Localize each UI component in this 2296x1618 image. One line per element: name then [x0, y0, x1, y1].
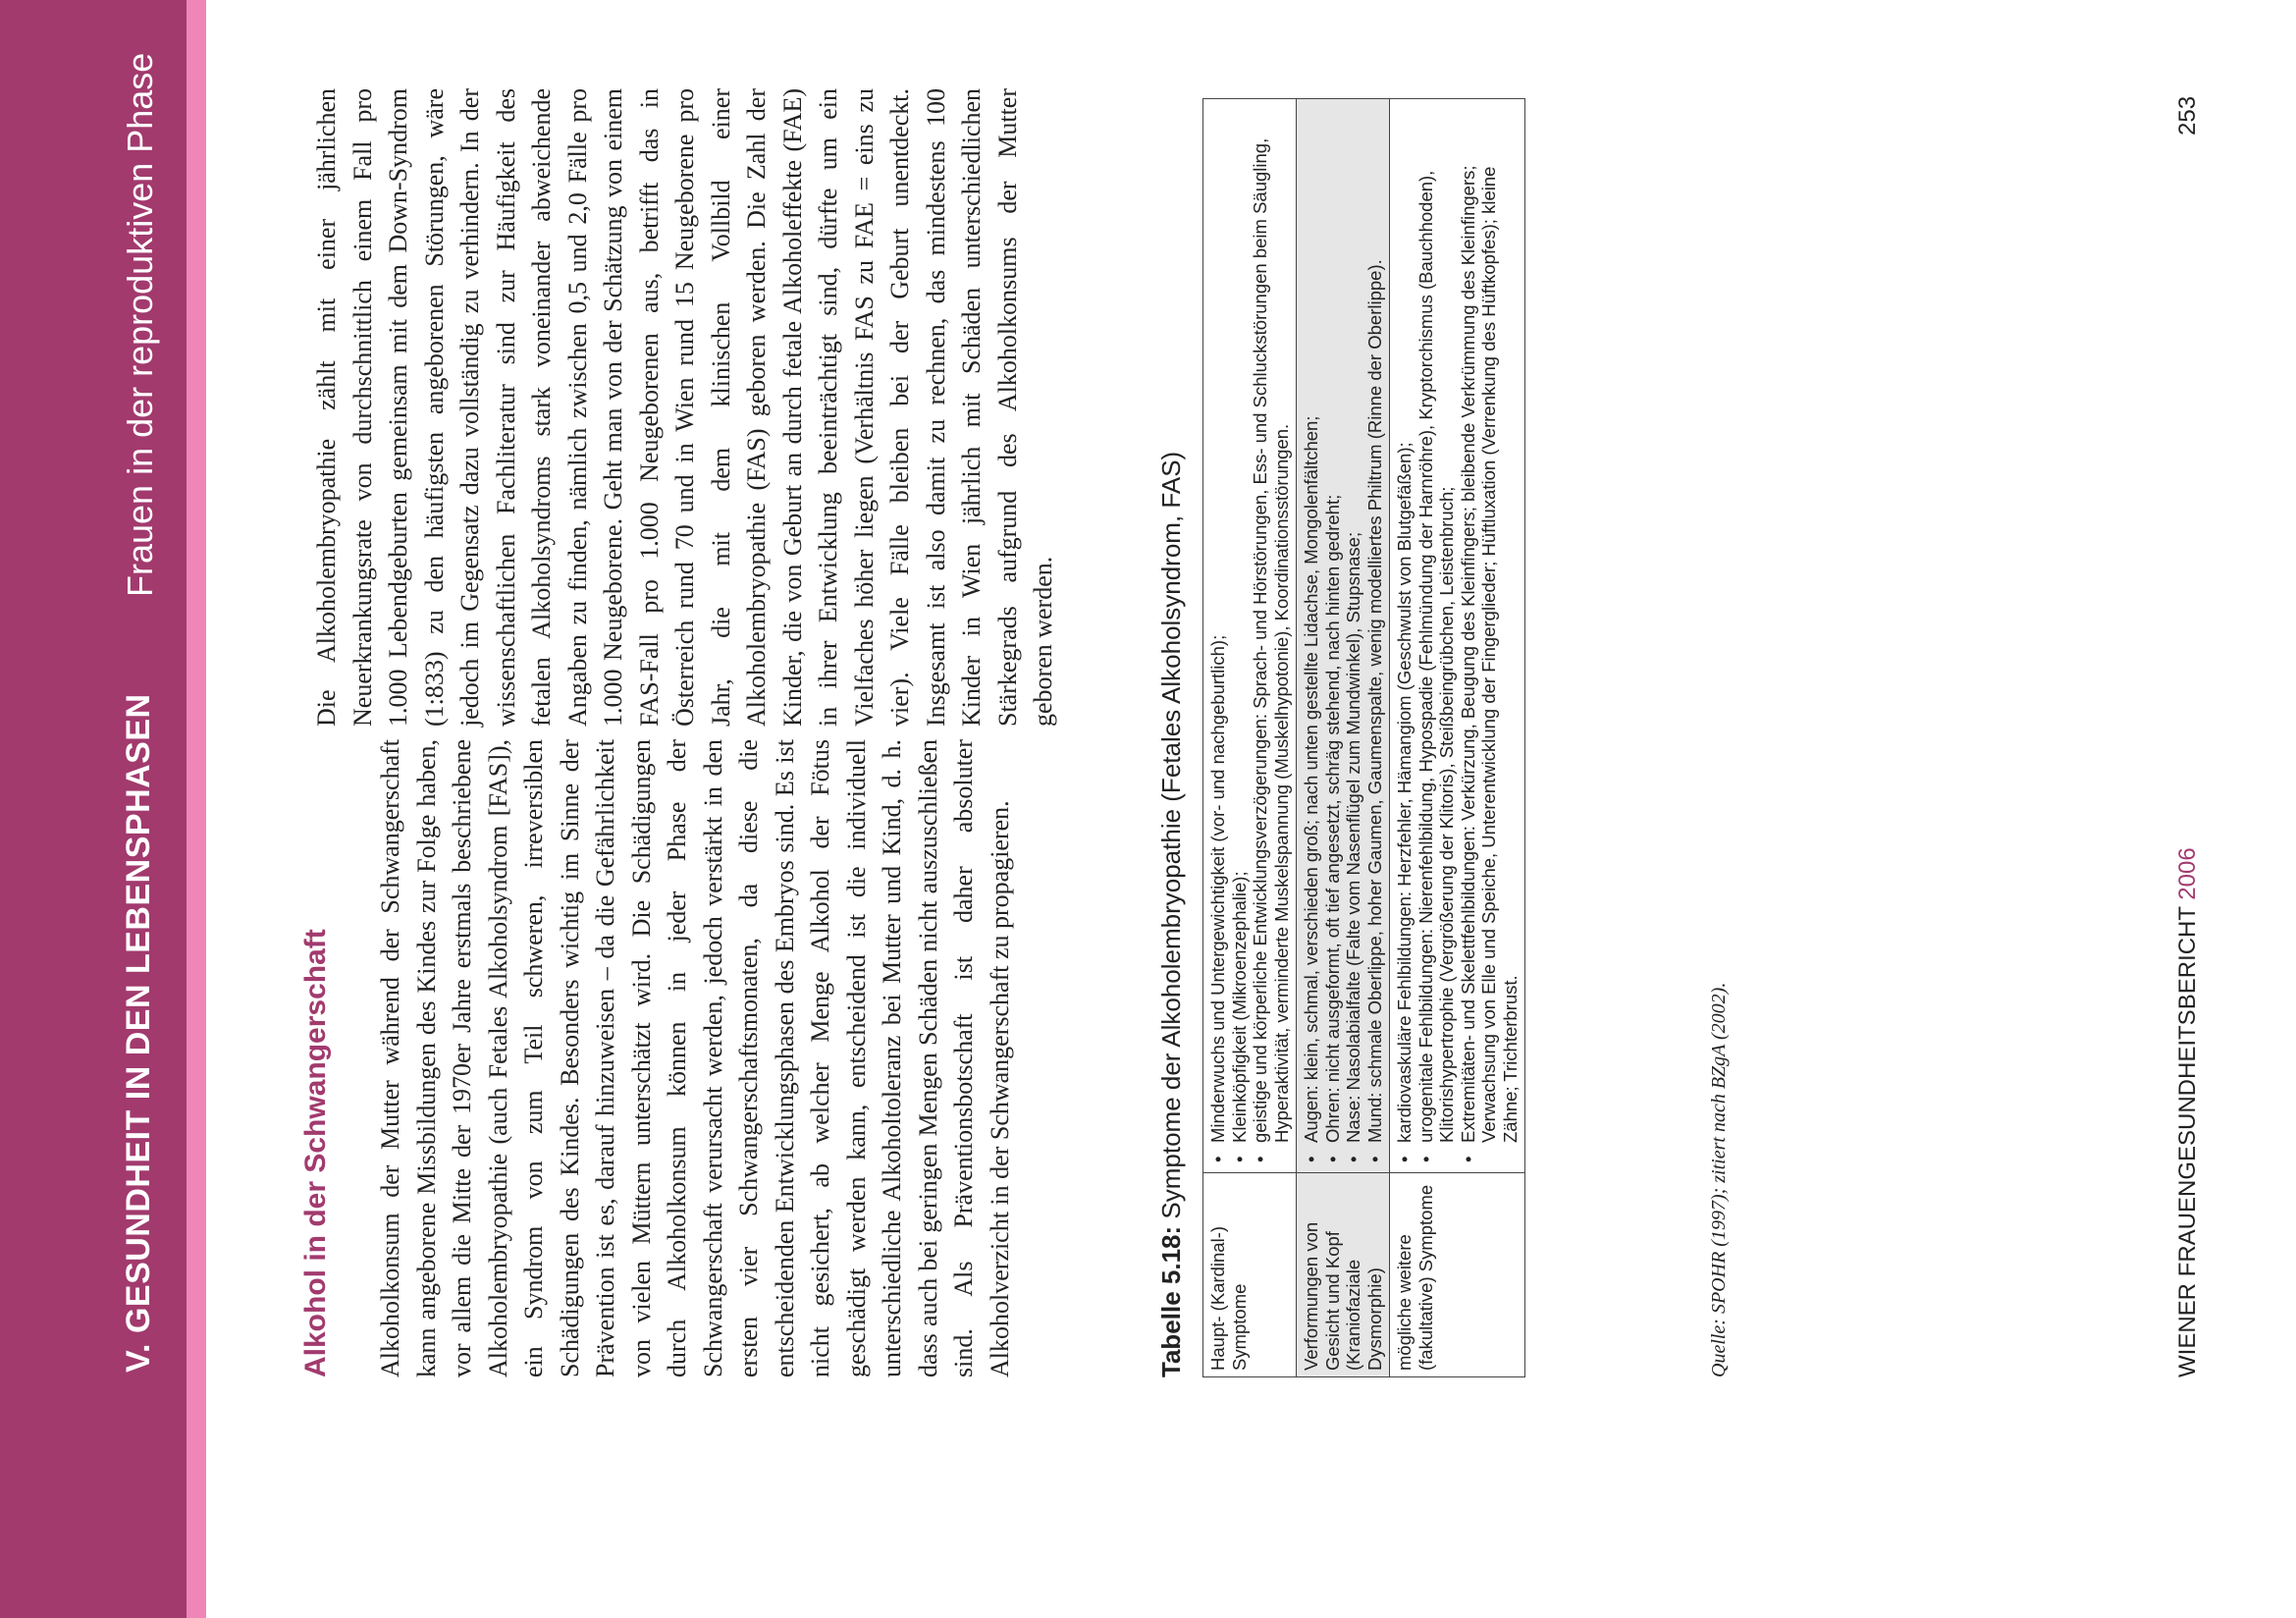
list-item: • Mund: schmale Oberlippe, hoher Gaumen, Gaumenspalte, wenig modelliertes Philtrum (Rinne der Oberlippe). [1364, 105, 1386, 1143]
table-row [1203, 99, 1297, 1377]
list-item: • Extremitäten- und Skelettfehlbildungen: Verkürzung, Beugung des Kleinfingers; bleibende Verkrümmung des Kleinfingers; Verwachsung von Elle und Speiche, Unterentwicklung der Fingerglieder; Hüftluxation (Verrenkung des Hüftkopfes); kleine Zähne; Trichterbrust. [1458, 105, 1522, 1143]
row-header: mögliche weitere (fakultative) Symptome [1390, 1173, 1525, 1377]
table-row [1297, 99, 1390, 1377]
list-item: • Kleinköpfigkeit (Mikroenzephalie); [1229, 105, 1251, 1143]
body-column-1: Alkoholkonsum der Mutter während der Schwangerschaft kann angeborene Missbildungen des Kindes zur Folge haben, vor allem die Mitte der 1970er Jahre erstmals beschriebene Alkoholembryopathie (auch Fetales Alkoholsyndrom [FAS]), ein Syndrom von zum Teil schweren, irreversiblen Schädigungen des Kindes. Besonders wichtig im Sinne der Prävention ist es, darauf hinzuweisen – da die Gefährlichkeit von vielen Müttern unterschätzt wird. Die Schädigungen durch Alkoholkonsum können in jeder Phase der Schwangerschaft verursacht werden, jedoch verstärkt in den ersten vier Schwangerschaftsmonaten, da diese die entscheidenden Entwicklungsphasen des Embryos sind. Es ist nicht gesichert, ab welcher Menge Alkohol der Fötus geschädigt werden kann, entscheidend ist die individuell unterschiedliche Alkoholtoleranz bei Mutter und Kind, d. h. dass auch bei geringen Mengen Schäden nicht auszuschließen sind. Als Präventionsbotschaft ist daher absoluter Alkoholverzicht in der Schwangerschaft zu propagieren. [376, 739, 1014, 1377]
body-column-2: Die Alkoholembryopathie zählt mit einer jährlichen Neuerkrankungsrate von durchschnittlich einem Fall pro 1.000 Lebendgeburten gemeinsam mit dem Down-Syndrom (1:833) zu den häufigsten angeborenen Störungen, wäre jedoch im Gegensatz dazu vollständig zu verhindern. In der wissenschaftlichen Fachliteratur sind zur Häufigkeit des fetalen Alkoholsyndroms stark voneinander abweichende Angaben zu finden, nämlich zwischen 0,5 und 2,0 Fälle pro 1.000 Neugeborene. Geht man von der Schätzung von einem FAS-Fall pro 1.000 Neugeborenen aus, betrifft das in Österreich rund 70 und in Wien rund 15 Neugeborene pro Jahr, die mit dem klinischen Vollbild einer Alkoholembryopathie (FAS) geboren werden. Die Zahl der Kinder, die von Geburt an durch fetale Alkoholeffekte (FAE) in ihrer Entwicklung beeinträchtigt sind, dürfte um ein Vielfaches höher liegen (Verhältnis FAS zu FAE = eins zu vier). Viele Fälle bleiben bei der Geburt unentdeckt. Insgesamt ist also damit zu rechnen, das mindestens 100 Kinder in Wien jährlich mit Schäden unterschiedlichen Stärkegrads aufgrund des Alkoholkonsums der Mutter geboren werden. [312, 88, 1057, 727]
list-item: • urogenitale Fehlbildungen: Nierenfehlbildung, Hypospadie (Fehlmündung der Harnröhre), Kryptorchismus (Bauchhoden), Klitorishypertrophie (Vergrößerung der Klitoris), Steißbeingrübchen, Leistenbruch; [1415, 105, 1458, 1143]
row-content [1390, 99, 1525, 1173]
symptom-table [1202, 98, 1525, 1377]
list-item: • Minderwuchs und Untergewichtigkeit (vor- und nachgeburtlich); [1207, 105, 1229, 1143]
table-caption [1156, 452, 1187, 1377]
row-content [1203, 99, 1297, 1173]
table-row [1390, 99, 1525, 1377]
list-item: • kardiovaskuläre Fehlbildungen: Herzfehler, Hämangiom (Geschwulst von Blutgefäßen); [1394, 105, 1415, 1143]
row-header: Verformungen von Gesicht und Kopf (Kraniofaziale Dysmorphie) [1297, 1173, 1390, 1377]
article-title: Alkohol in der Schwangerschaft [299, 929, 332, 1377]
report-title: WIENER FRAUENGESUNDHEITSBERICHT [2174, 906, 2201, 1377]
chapter-heading: V. GESUNDHEIT IN DEN LEBENSPHASEN [120, 693, 157, 1373]
section-heading: Frauen in der reproduktiven Phase [120, 52, 160, 597]
report-year: 2006 [2174, 847, 2201, 900]
list-item: • Ohren: nicht ausgeformt, oft tief angesetzt, schräg stehend, nach hinten gedreht; [1322, 105, 1344, 1143]
row-header: Haupt- (Kardinal-) Symptome [1203, 1173, 1297, 1377]
table-label: Tabelle 5.18: [1156, 1225, 1186, 1377]
list-item: • Nase: Nasolabialfalte (Falte vom Nasenflügel zum Mundwinkel), Stupsnase; [1343, 105, 1364, 1143]
source-note: Quelle: SPOHR (1997); zitiert nach BZgA (2002). [1708, 982, 1730, 1377]
page-number: 253 [2174, 95, 2201, 135]
table-caption-text: Symptome der Alkoholembryopathie (Fetales Alkoholsyndrom, FAS) [1156, 451, 1186, 1219]
report-footer [2174, 847, 2202, 1377]
list-item: • Augen: klein, schmal, verschieden groß; nach unten gestellte Lidachse, Mongolenfältchen; [1301, 105, 1322, 1143]
list-item: • geistige und körperliche Entwicklungsverzögerungen: Sprach- und Hörstörungen, Ess- und Schluckstörungen beim Säugling, Hyperaktivität, verminderte Muskelspannung (Muskelhypotonie), Koordinationsstörungen. [1250, 105, 1292, 1143]
row-content [1297, 99, 1390, 1173]
